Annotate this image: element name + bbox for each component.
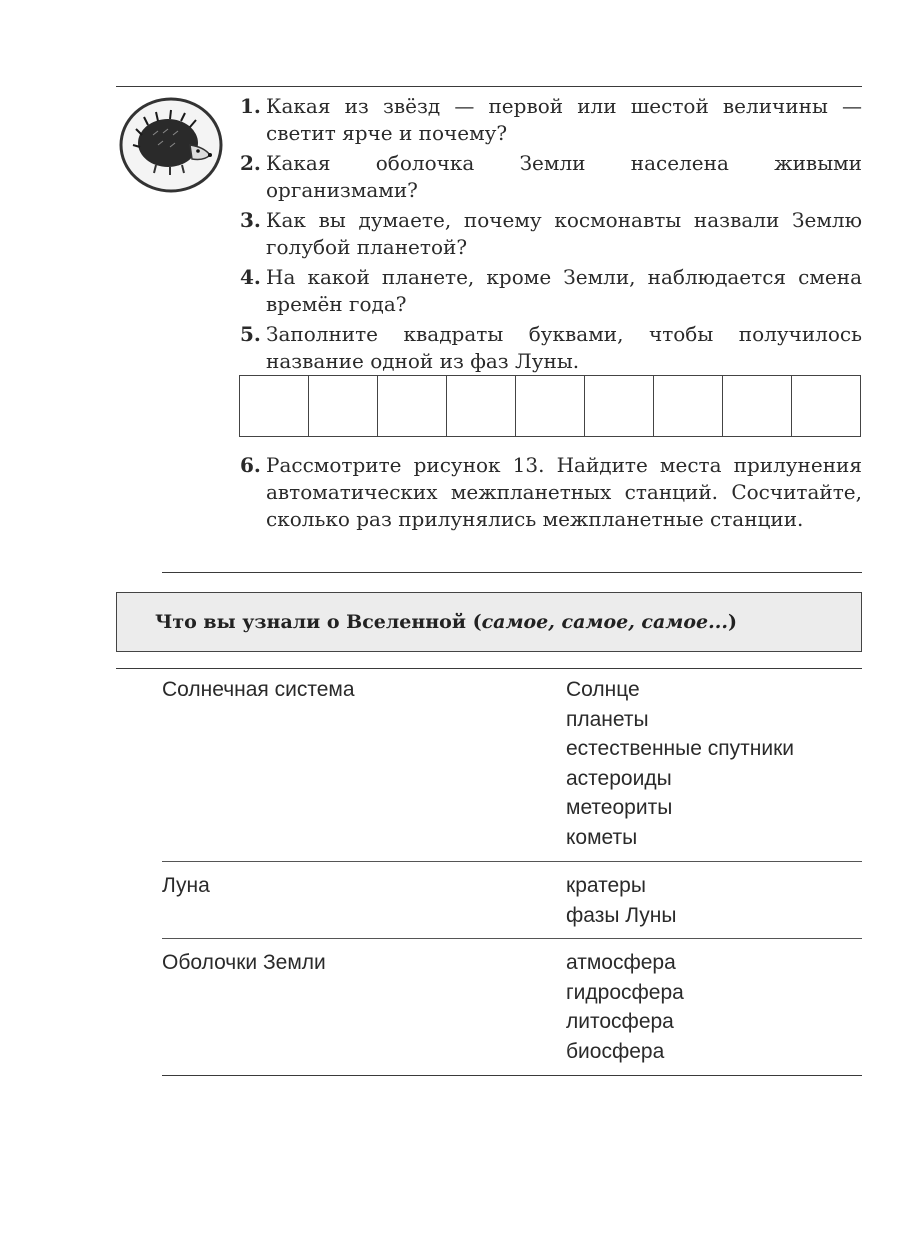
question-item: [240, 264, 862, 318]
summary-title-plain: Что вы узнали о Вселенной (: [155, 611, 482, 633]
topic-item: Солнце: [566, 678, 640, 701]
letter-cell[interactable]: [723, 376, 792, 436]
question-number: 5.: [240, 322, 261, 346]
letter-cell[interactable]: [792, 376, 860, 436]
question-text: Как вы думаете, почему космонавты назвали Землю голубой планетой?: [266, 208, 862, 259]
letter-cell[interactable]: [309, 376, 378, 436]
topic-name: Луна: [162, 874, 210, 897]
questions-bottom-rule: [162, 572, 862, 573]
letter-cell[interactable]: [447, 376, 516, 436]
topic-item: литосфера: [566, 1010, 674, 1033]
topic-item: планеты: [566, 707, 649, 731]
topic-item: фазы Луны: [566, 903, 677, 927]
question-number: 1.: [240, 94, 261, 118]
letter-cell[interactable]: [378, 376, 447, 436]
question-number: 6.: [240, 453, 261, 477]
question-item: [240, 93, 862, 147]
question-list-continued: [240, 452, 862, 536]
question-list: [240, 93, 862, 378]
question-number: 2.: [240, 151, 261, 175]
question-number: 4.: [240, 265, 261, 289]
topic-item: биосфера: [566, 1039, 665, 1063]
question-text: Заполните квадраты буквами, чтобы получилось название одной из фаз Луны.: [266, 322, 862, 373]
topic-items: [566, 871, 677, 930]
summary-title: [155, 611, 737, 633]
question-item: [240, 207, 862, 261]
question-item: [240, 452, 862, 533]
bottom-rule: [162, 1075, 862, 1076]
summary-title-close: ): [727, 611, 737, 633]
top-rule: [116, 86, 862, 87]
topic-items: [566, 675, 794, 852]
question-number: 3.: [240, 208, 261, 232]
question-item: [240, 150, 862, 204]
topic-name: Оболочки Земли: [162, 951, 326, 974]
question-text: Какая из звёзд — первой или шестой величины — светит ярче и почему?: [266, 94, 862, 145]
topic-divider: [162, 861, 862, 862]
topic-item: кратеры: [566, 874, 646, 897]
topic-item: кометы: [566, 825, 638, 849]
hedgehog-icon: [118, 95, 224, 195]
letter-cell[interactable]: [585, 376, 654, 436]
letter-cell[interactable]: [654, 376, 723, 436]
topic-item: метеориты: [566, 796, 673, 819]
question-item: [240, 321, 862, 375]
topic-item: естественные спутники: [566, 737, 794, 760]
topic-item: атмосфера: [566, 951, 676, 974]
summary-title-italic: самое, самое, самое...: [481, 611, 728, 633]
topic-items: [566, 948, 684, 1066]
question-text: Какая оболочка Земли населена живыми организмами?: [266, 151, 862, 202]
summary-header-box: [116, 592, 862, 652]
question-text: Рассмотрите рисунок 13. Найдите места прилунения автоматических межпланетных станций. Сосчитайте, сколько раз прилунялись межпланетные станции.: [266, 453, 862, 531]
topic-item: астероиды: [566, 766, 672, 790]
topic-name: Солнечная система: [162, 678, 355, 701]
topic-divider: [162, 938, 862, 939]
question-text: На какой планете, кроме Земли, наблюдается смена времён года?: [266, 265, 862, 316]
topic-item: гидросфера: [566, 980, 684, 1004]
letter-cell[interactable]: [240, 376, 309, 436]
letter-cell[interactable]: [516, 376, 585, 436]
letter-grid: [239, 375, 861, 437]
summary-box-bottom-rule: [116, 668, 862, 669]
